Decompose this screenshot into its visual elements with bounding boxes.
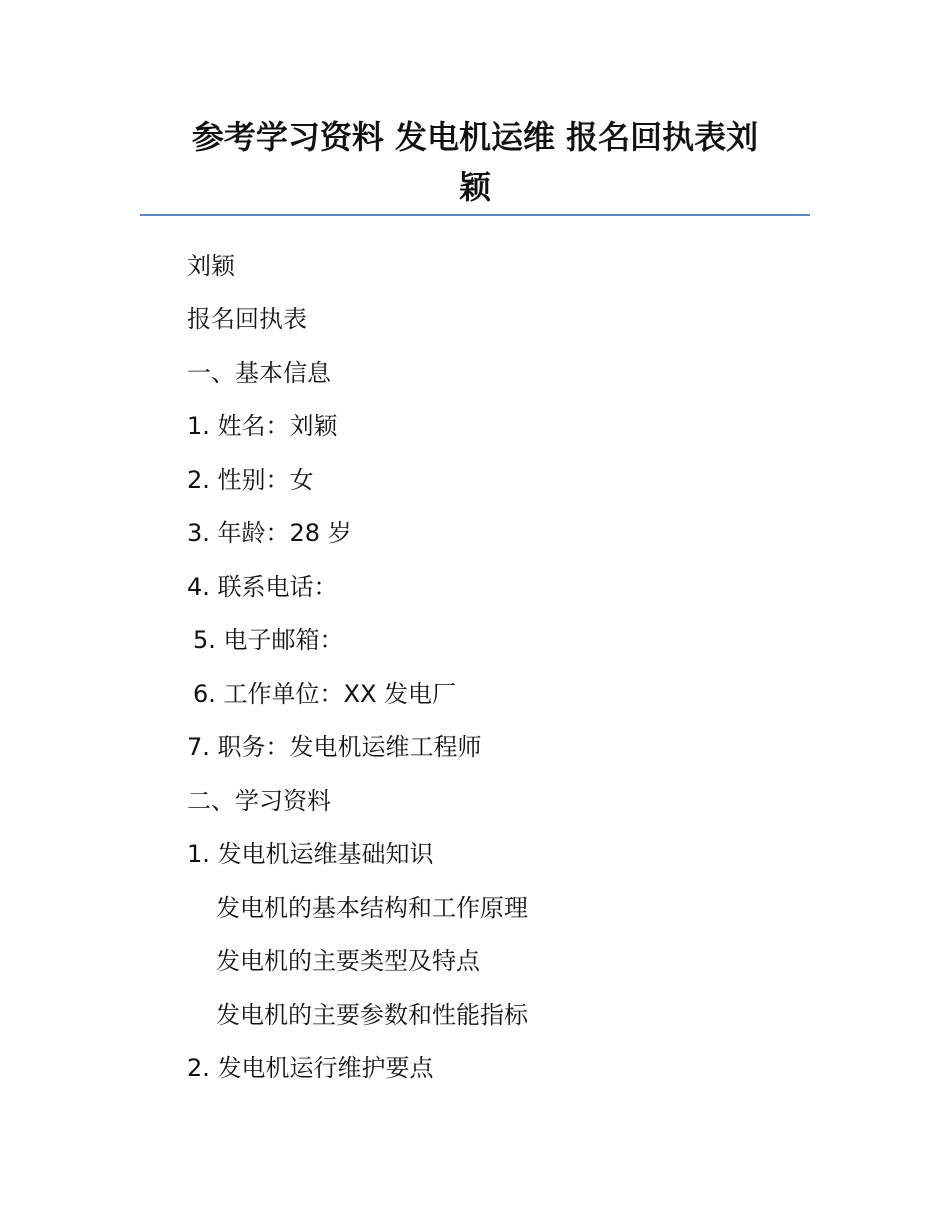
field-phone: 4. 联系电话： [187, 573, 338, 601]
field-employer: 6. 工作单位：XX 发电厂 [193, 680, 457, 708]
title-line-2: 颖 [458, 168, 491, 206]
sub-list-item: 发电机的基本结构和工作原理 [216, 894, 528, 922]
section-heading-study-materials: 二、学习资料 [187, 787, 331, 815]
document-title [140, 112, 810, 212]
form-heading: 报名回执表 [187, 305, 307, 333]
field-gender: 2. 性别：女 [187, 466, 314, 494]
field-position: 7. 职务：发电机运维工程师 [187, 733, 482, 761]
list-item: 2. 发电机运行维护要点 [187, 1054, 434, 1082]
sub-list-item: 发电机的主要参数和性能指标 [216, 1001, 528, 1029]
field-age: 3. 年龄：28 岁 [187, 519, 352, 547]
title-line-1: 参考学习资料 发电机运维 报名回执表刘 [191, 118, 759, 156]
list-item: 1. 发电机运维基础知识 [187, 840, 434, 868]
section-heading-basic-info: 一、基本信息 [187, 359, 331, 387]
field-name: 1. 姓名：刘颖 [187, 412, 338, 440]
sub-list-item: 发电机的主要类型及特点 [216, 947, 480, 975]
field-email: 5. 电子邮箱： [193, 626, 344, 654]
title-underline [140, 214, 810, 216]
author-name: 刘颖 [187, 252, 235, 280]
